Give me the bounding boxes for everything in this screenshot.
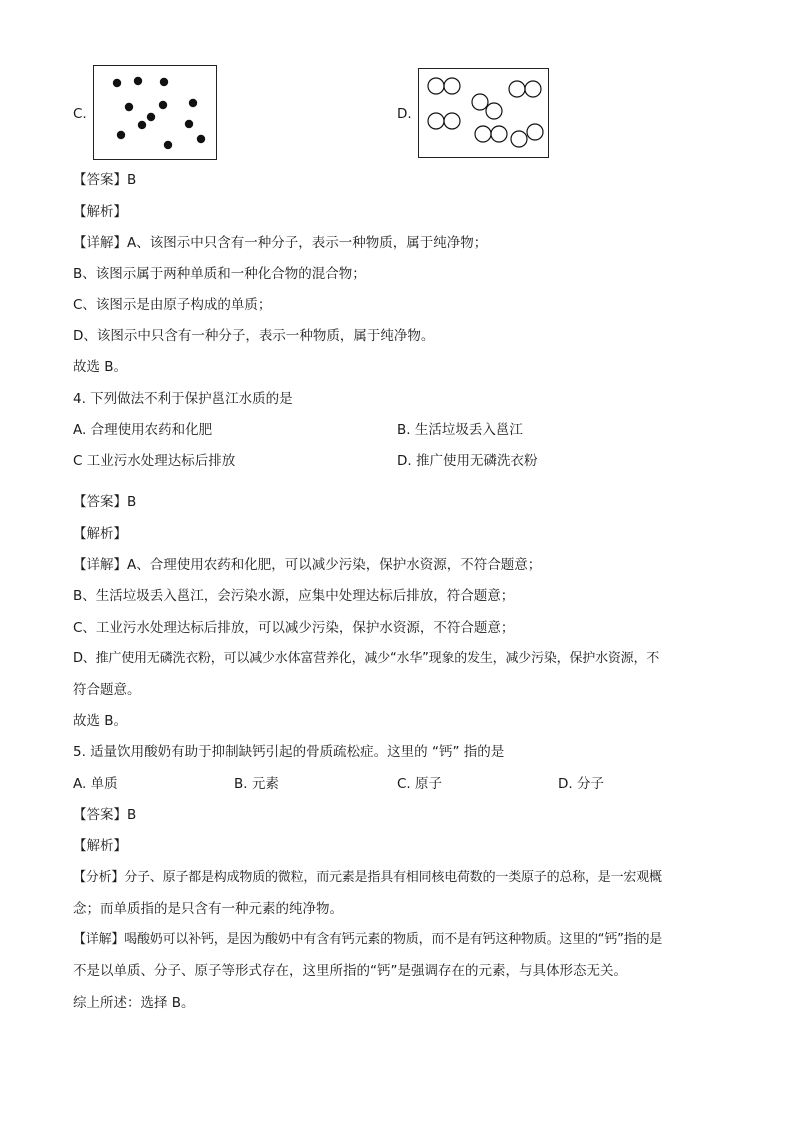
atom-dot bbox=[125, 103, 133, 111]
molecule-circle bbox=[472, 94, 488, 110]
q5-fenxi-line1: 【分析】分子、原子都是构成物质的微粒，而元素是指具有相同核电荷数的一类原子的总称，是一宏观概 bbox=[73, 870, 662, 885]
q5-detail-line1: 【详解】喝酸奶可以补钙，是因为酸奶中有含有钙元素的物质，而不是有钙这种物质。这里的“钙”指的是 bbox=[73, 932, 663, 947]
option-c-label: C. bbox=[73, 106, 87, 122]
q4-option-c: C 工业污水处理达标后排放 bbox=[73, 453, 236, 469]
molecule-circle bbox=[511, 131, 527, 147]
q4-analysis-heading: 【解析】 bbox=[73, 526, 127, 542]
atom-dot bbox=[197, 135, 205, 143]
atom-dot bbox=[164, 141, 172, 149]
molecule-circle bbox=[491, 126, 507, 142]
atoms-diagram bbox=[94, 66, 216, 159]
q5-stem: 5. 适量饮用酸奶有助于抑制缺钙引起的骨质疏松症。这里的 “钙” 指的是 bbox=[73, 744, 505, 760]
atom-dot bbox=[134, 77, 142, 85]
molecules-diagram bbox=[419, 69, 548, 157]
q4-answer: 【答案】B bbox=[73, 494, 137, 510]
q5-option-c: C. 原子 bbox=[397, 776, 443, 792]
q3-detail-c: C、该图示是由原子构成的单质； bbox=[73, 297, 272, 313]
q4-detail-d-line2: 符合题意。 bbox=[73, 682, 141, 698]
molecule-circle bbox=[444, 78, 460, 94]
q5-answer: 【答案】B bbox=[73, 807, 137, 823]
molecule-circle bbox=[486, 103, 502, 119]
molecule-circle bbox=[444, 113, 460, 129]
q4-detail-d-line1: D、推广使用无磷洗衣粉，可以减少水体富营养化，减少“水华”现象的发生，减少污染，保护水资源，不 bbox=[73, 651, 660, 666]
molecule-circle bbox=[527, 124, 543, 140]
atom-dot bbox=[117, 131, 125, 139]
atom-dot bbox=[113, 79, 121, 87]
q4-detail-c: C、工业污水处理达标后排放，可以减少污染，保护水资源，不符合题意； bbox=[73, 620, 515, 636]
molecule-circle bbox=[475, 126, 491, 142]
q5-option-a: A. 单质 bbox=[73, 776, 118, 792]
figure-d-molecules bbox=[418, 68, 549, 158]
q3-detail-d: D、该图示中只含有一种分子，表示一种物质，属于纯净物。 bbox=[73, 328, 435, 344]
q4-detail-b: B、生活垃圾丢入邕江，会污染水源，应集中处理达标后排放，符合题意； bbox=[73, 588, 515, 604]
atom-dot bbox=[159, 101, 167, 109]
atom-dot bbox=[189, 99, 197, 107]
q3-detail-b: B、该图示属于两种单质和一种化合物的混合物； bbox=[73, 266, 366, 282]
molecule-circle bbox=[509, 81, 525, 97]
atom-dot bbox=[147, 113, 155, 121]
q3-answer: 【答案】B bbox=[73, 172, 137, 188]
atom-dot bbox=[138, 121, 146, 129]
q5-analysis-heading: 【解析】 bbox=[73, 838, 127, 854]
q3-analysis-heading: 【解析】 bbox=[73, 204, 127, 220]
molecule-circle bbox=[428, 78, 444, 94]
q3-conclusion: 故选 B。 bbox=[73, 359, 128, 375]
molecule-circle bbox=[428, 113, 444, 129]
q5-option-d: D. 分子 bbox=[558, 776, 604, 792]
q5-fenxi-line2: 念；而单质指的是只含有一种元素的纯净物。 bbox=[73, 901, 343, 917]
q4-option-b: B. 生活垃圾丢入邕江 bbox=[397, 422, 523, 438]
figure-c-atoms bbox=[93, 65, 217, 160]
q4-stem: 4. 下列做法不利于保护邕江水质的是 bbox=[73, 391, 293, 407]
q3-detail-a: 【详解】A、该图示中只含有一种分子，表示一种物质，属于纯净物； bbox=[73, 235, 488, 251]
q5-detail-line2: 不是以单质、分子、原子等形式存在，这里所指的“钙”是强调存在的元素，与具体形态无关。 bbox=[73, 963, 627, 979]
atom-dot bbox=[160, 78, 168, 86]
atom-dot bbox=[185, 120, 193, 128]
q4-option-d: D. 推广使用无磷洗衣粉 bbox=[397, 453, 538, 469]
q4-conclusion: 故选 B。 bbox=[73, 713, 128, 729]
option-d-label: D. bbox=[397, 106, 412, 122]
q4-detail-a: 【详解】A、合理使用农药和化肥，可以减少污染，保护水资源，不符合题意； bbox=[73, 557, 542, 573]
q4-option-a: A. 合理使用农药和化肥 bbox=[73, 422, 213, 438]
q5-summary: 综上所述：选择 B。 bbox=[73, 995, 195, 1011]
molecule-circle bbox=[525, 81, 541, 97]
q5-option-b: B. 元素 bbox=[234, 776, 279, 792]
